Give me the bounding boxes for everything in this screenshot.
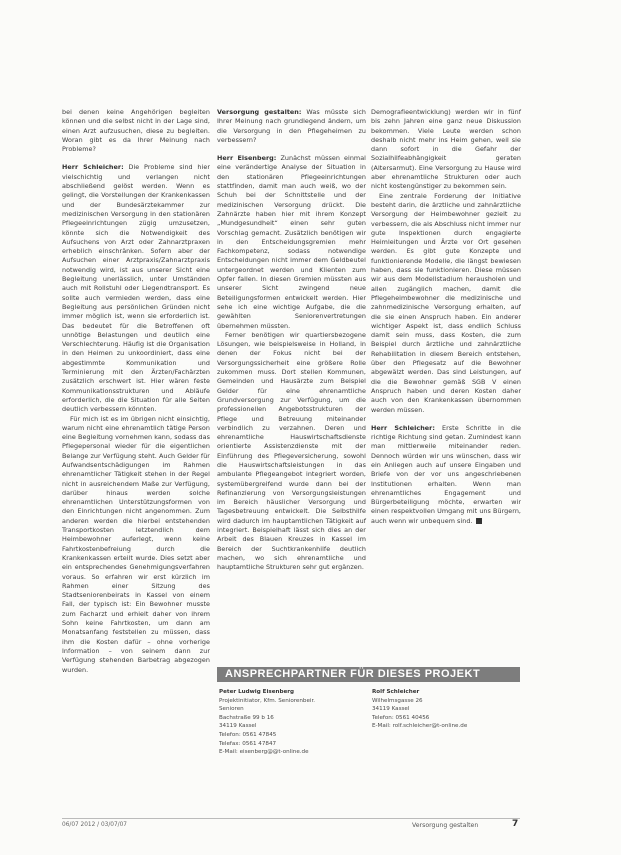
article-column-3 [371,108,521,526]
paragraph [62,415,210,675]
article-column-1 [62,108,210,675]
contact-detail-line: 34119 Kassel [372,706,410,713]
footer-issue-date: 06/07 2012 / 03/07/07 [62,822,127,828]
paragraph [62,108,210,154]
contact-detail-line: 34119 Kassel [219,723,257,730]
speaker-label: Herr Schleicher: [371,423,435,432]
paragraph-text: Zunächst müssen einmal eine verändertige Analyse der Situation in den stationären Pflegeeinrichtungen stattfinden, damit man auch weiß, wo der Schuh bei der Schnittstelle und der medizinischen Versorgung drückt. Die Zahnärzte haben hier mit ihrem Konzept „Mundgesundheit“ einen sehr guten Vorschlag gemacht. Zusätzlich benötigen wir in den Entscheidungsgremien mehr Fachkompetenz, sodass notwendige Entscheidungen nicht immer dem Geldbeutel untergeordnet werden und Klienten zum Opfer fallen. In diesen Gremien müssten aus unserer Sicht zwingend neue Beteiligungsformen entwickelt werden. Hier sehe ich eine wichtige Aufgabe, die die gewählten Seniorenvertretungen übernehmen müssten. [217,154,366,330]
paragraph [371,424,521,526]
paragraph-text: Demografieentwicklung) werden wir in fünf bis zehn Jahren eine ganz neue Diskussion bekommen. Viele Leute werden schon deshalb nicht mehr ins Heim gehen, weil sie dann sofort in die Gefahr der Sozialhilfeabhängigkeit geraten (Altersarmut). Eine Versorgung zu Hause wird aber ehrenamtliche Strukturen oder auch nicht kostengünstiger zu bekommen sein. [371,108,521,191]
contact-detail-line: Telefon: 0561 40456 [372,714,430,721]
speaker-label: Herr Schleicher: [62,163,124,172]
speaker-label: Versorgung gestalten: [217,108,302,116]
paragraph [217,108,366,145]
contact-card-eisenberg [219,688,369,757]
paragraph [217,331,366,573]
contact-name: Peter Ludwig Eisenberg [219,689,295,695]
paragraph-gap [371,415,521,424]
paragraph-text: Eine zentrale Forderung der Initiative besteht darin, die ärztliche und zahnärztliche Versorgung der Heimbewohner gezielt zu verbessern, die als Abschluss nicht immer nur gute Inspektionen durch engagierte Heimleitungen und Ärzte vor Ort gesehen werden. Es gibt gute Konzepte und funktionierende Modelle, die längst bewiesen haben, dass sie funktionieren. Diese müssen wir aus dem Modellstadium herausholen und allen zugänglich machen, damit die Pflegeheimbewohner die medizinische und zahnmedizinische Versorgung erhalten, auf die sie einen Anspruch haben. Ein anderer wichtiger Aspekt ist, dass endlich Schluss damit sein muss, dass Kosten, die zum Beispiel durch ärztliche und zahnärztliche Rehabilitation in diesem Bereich entstehen, über den Pflegesatz auf die Bewohner abgewälzt werden. Das sind Leistungen, auf die die Bewohner gemäß SGB V einen Anspruch haben und deren Kosten daher auch von den Krankenkassen übernommen werden müssen. [371,191,521,414]
contact-card-schleicher [372,688,522,731]
paragraph-text: Was müsste sich Ihrer Meinung nach grundlegend ändern, um die Versorgung in den Pflegeheimen zu verbessern? [217,108,366,144]
speaker-label: Herr Eisenberg: [217,154,277,163]
contact-email-link[interactable]: E-Mail: rolf.schleicher@t-online.de [372,723,468,730]
paragraph-text: Für mich ist es im übrigen nicht einsichtig, warum nicht eine ehrenamtlich tätige Person eine Begleitung vornehmen kann, sodass das Pflegepersonal wieder für die eigentlichen Belange zur Verfügung steht. Auch Gelder für Aufwandsentschädigungen im Rahmen ehrenamtlicher Tätigkeit stehen in der Regel nicht in ausreichendem Maße zur Verfügung, darüber hinaus werden solche ehrenamtlichen Unterstützungsformen von den Einrichtungen nicht angenommen. Zum anderen werden die hierbei entstehenden Transportkosten letztendlich dem Heimbewohner auferlegt, wenn keine Fahrtkostenbefreiung durch die Krankenkassen erteilt wurde. Dies setzt aber ein entsprechendes Genehmigungsverfahren voraus. So erfahren wir erst kürzlich im Rahmen einer Sitzung des Stadtseniorenbeirats in Kassel von einem Fall, der typisch ist: Ein Bewohner musste zum Facharzt und erhielt daher von ihrem Sohn keine Fahrtkosten, um dann am Monatsanfang feststellen zu müssen, dass ihm die Kosten dafür – ohne vorherige Information – von seinem dann zur Verfügung stehenden Barbetrag abgezogen wurden. [62,414,210,674]
paragraph [62,163,210,414]
contact-detail-line: Projektinitiator, Kfm. Seniorenbeir. [219,697,316,704]
paragraph-text: Erste Schritte in die richtige Richtung sind getan. Zumindest kann man mittlerweile miteinander reden. Dennoch würden wir uns wünschen, dass wir ein Anliegen auch auf unsere Eingaben und Briefe von der vor uns angeschriebenen Institutionen erhalten. Wenn man ehrenamtliches Engagement und Bürgerbeteiligung möchte, erwarten wir einen respektvollen Umgang mit uns Bürgern, auch wenn wir unbequem sind. [371,423,522,525]
article-column-2 [217,108,366,573]
paragraph-text: bei denen keine Angehörigen begleiten können und die selbst nicht in der Lage sind, einen Arzt aufzusuchen, diese zu begleiten. Woran gibt es da Ihrer Meinung nach Probleme? [62,108,210,154]
paragraph-gap [62,154,210,163]
paragraph [371,192,521,415]
paragraph-gap [217,145,366,154]
contact-banner: ANSPRECHPARTNER FÜR DIESES PROJEKT [217,667,520,682]
footer-rule [62,818,520,819]
contact-detail-line: Telefax: 0561 47847 [219,740,277,747]
contact-detail-line: Bachstraße 99 b 16 [219,714,274,721]
footer-section-title: Versorgung gestalten [412,822,479,829]
paragraph [217,154,366,331]
paragraph [371,108,521,192]
contact-detail-line: Wilhelmsgasse 26 [372,697,423,704]
end-of-article-mark [476,518,482,524]
contact-detail-line: Senioren [219,706,244,713]
contact-detail-line: Telefon: 0561 47845 [219,731,277,738]
paragraph-text: Ferner benötigen wir quartiersbezogene Lösungen, wie beispielsweise in Holland, in denen der Fokus nicht bei der Versorgungssicherheit eine größere Rolle zukommen muss. Dort stellen Kommunen, Gemeinden und Hausärzte zum Beispiel Gelder für eine ehrenamtliche Grundversorgung zur Verfügung, um die professionellen Angebotsstrukturen der Pflege und Betreuung miteinander verbindlich zu verzahnen. Deren und ehrenamtliche Hauswirtschaftsdienste orientierte Assistenzdienste mit der Einführung des Pflegeversicherung, sowohl die Hauswirtschaftsleistungen in das ambulante Pflegeangebot integriert worden, systemübergreifend wurde dann bei der Refinanzierung von Versorgungsleistungen im Bereich häuslicher Versorgung und Tagesbetreuung entwickelt. Die Selbsthilfe wird dadurch im hauptamtlichen Tätigkeit auf integriert. Beispielhaft lässt sich dies an der Arbeit des Blauen Kreuzes in Kassel im Bereich der Suchtkrankenhilfe deutlich machen, wo sich ehrenamtliche und hauptamtliche Strukturen sehr gut ergänzen. [217,330,366,572]
page-number: 7 [512,819,519,829]
contact-name: Rolf Schleicher [372,689,420,695]
paragraph-text: Die Probleme sind hier vielschichtig und verlangen nicht abschließend gelöst werden. Wenn es gelingt, die Vorstellungen der Krankenkassen und der Bundesärztekammer zur medizinischen Versorgung in den stationären Pflegeeinrichtungen zügig umzusetzen, könnte sich die Notwendigkeit des Aufsuchens von Arzt oder Zahnarztpraxen erheblich einschränken. Sofern aber der Aufsuchen einer Arztpraxis/Zahnarztpraxis notwendig wird, ist aus unserer Sicht eine Begleitung unerlässlich, unter Umständen auch mit Rollstuhl oder Liegendtransport. Es sollte auch vermieden werden, dass eine Begleitung aus persönlichen Gründen nicht immer möglich ist, wenn sie erforderlich ist. Das bedeutet für die Betroffenen oft unnötige Belastungen und deutlich eine Verschlechterung. Häufig ist die Organisation in den Heimen zu unkoordiniert, dass eine abgestimmte Kommunikation und Terminierung mit den Ärzten/Fachärzten zusätzlich erschwert ist. Hier wären feste Kommunikationsstrukturen und Abläufe erforderlich, die die Situation für alle Seiten deutlich verbessern könnten. [62,163,211,414]
contact-email-link[interactable]: E-Mail: eisenberg@@t-online.de [219,749,309,756]
